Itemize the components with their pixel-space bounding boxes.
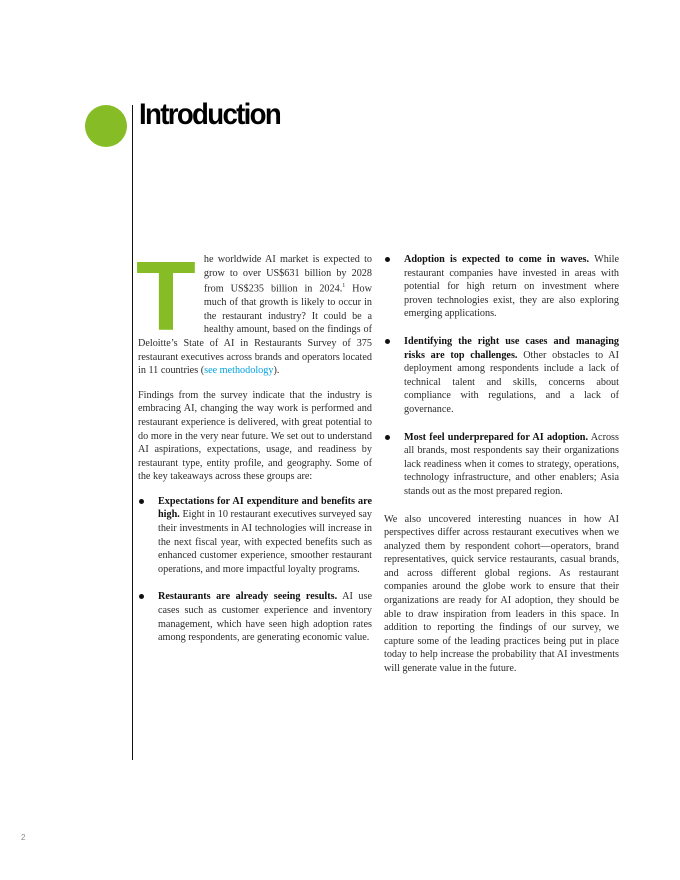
bullet-text: AI use cases such as customer experience and inventory management, which have seen high adoption rates among respondents, are generating economic value.: [158, 591, 372, 644]
page-title: Introduction: [139, 98, 281, 131]
bullet-heading: Adoption is expected to come in waves.: [404, 254, 590, 265]
bullet-icon: [139, 499, 144, 504]
drop-cap: T: [136, 241, 196, 351]
closing-paragraph: We also uncovered interesting nuances in how AI perspectives differ across restaurant executives when we analyzed them by respondent cohort—operators, brand representatives, quick service restaurants, casual brands, and across different global regions. As restaurant companies around the globe work to ensure that their organizations are ready for AI adoption, they should be able to draw inspiration from leaders in this space. In addition to reporting the findings of our survey, we capture some of the leading practices being put in place today to help increase the probability that AI investments will generate value in the future.: [384, 513, 619, 675]
left-bullet-list: [138, 495, 372, 645]
bullet-heading: Expectations for AI expenditure and benefits are high.: [158, 495, 372, 521]
vertical-rule: [132, 105, 133, 760]
bullet-text: Other obstacles to AI deployment among respondents include a lack of technical talent and skills, concerns about compliance with regulations, and a lack of governance.: [404, 349, 619, 415]
intro-text: he worldwide AI market is expected to grow to over US$631 billion by 2028 from US$235 billion in 2024.: [203, 254, 372, 295]
bullet-heading: Restaurants are already seeing results.: [158, 591, 338, 603]
intro-text-2: How much of that growth is likely to occur in the restaurant industry? It could be a healthy amount, based on the findings of Deloitte’s State of AI in Restaurants Survey of 375 restaurant executives across brands and operators located in 11 countries (: [138, 283, 372, 377]
footnote-ref[interactable]: 1: [342, 283, 346, 290]
accent-circle: [85, 105, 127, 147]
findings-paragraph: Findings from the survey indicate that the industry is embracing AI, changing the way work is performed and restaurant experience is delivered, with great potential to do more in the very near future. We set out to understand AI aspirations, expectations, usage, and readiness by restaurant type, entity profile, and geography. Some of the key takeaways across these groups are:: [138, 389, 372, 483]
bullet-text: Eight in 10 restaurant executives surveyed say their investments in AI technologies will increase in the next fiscal year, with expected benefits such as enhanced customer experience, smoother restaurant operations, and more impactful loyalty programs.: [158, 509, 372, 575]
bullet-icon: [385, 257, 390, 262]
methodology-link[interactable]: see methodology: [204, 365, 274, 377]
bullet-icon: [139, 594, 144, 599]
bullet-icon: [385, 339, 390, 344]
bullet-item: [138, 495, 372, 577]
bullet-text: While restaurant companies have invested in areas with potential for high return on investment where proven technologies exist, they are also exploring emerging applications.: [404, 254, 619, 320]
intro-text-3: ).: [273, 365, 280, 377]
bullet-item: [384, 335, 619, 417]
left-column: [136, 241, 372, 659]
bullet-item: [384, 431, 619, 499]
bullet-item: [138, 590, 372, 644]
bullet-heading: Most feel underprepared for AI adoption.: [404, 431, 589, 443]
right-column: [384, 253, 619, 687]
right-bullet-list: [384, 253, 619, 499]
page-number: 2: [21, 833, 26, 842]
bullet-heading: Identifying the right use cases and managing risks are top challenges.: [404, 335, 619, 361]
bullet-item: [384, 253, 619, 321]
bullet-text: Across all brands, most respondents say their organizations lack readiness when it comes to strategy, operations, technology infrastructure, and other enablers; Asia stands out as the most prepared region.: [404, 431, 619, 497]
bullet-icon: [385, 435, 390, 440]
intro-paragraph: [136, 241, 372, 378]
